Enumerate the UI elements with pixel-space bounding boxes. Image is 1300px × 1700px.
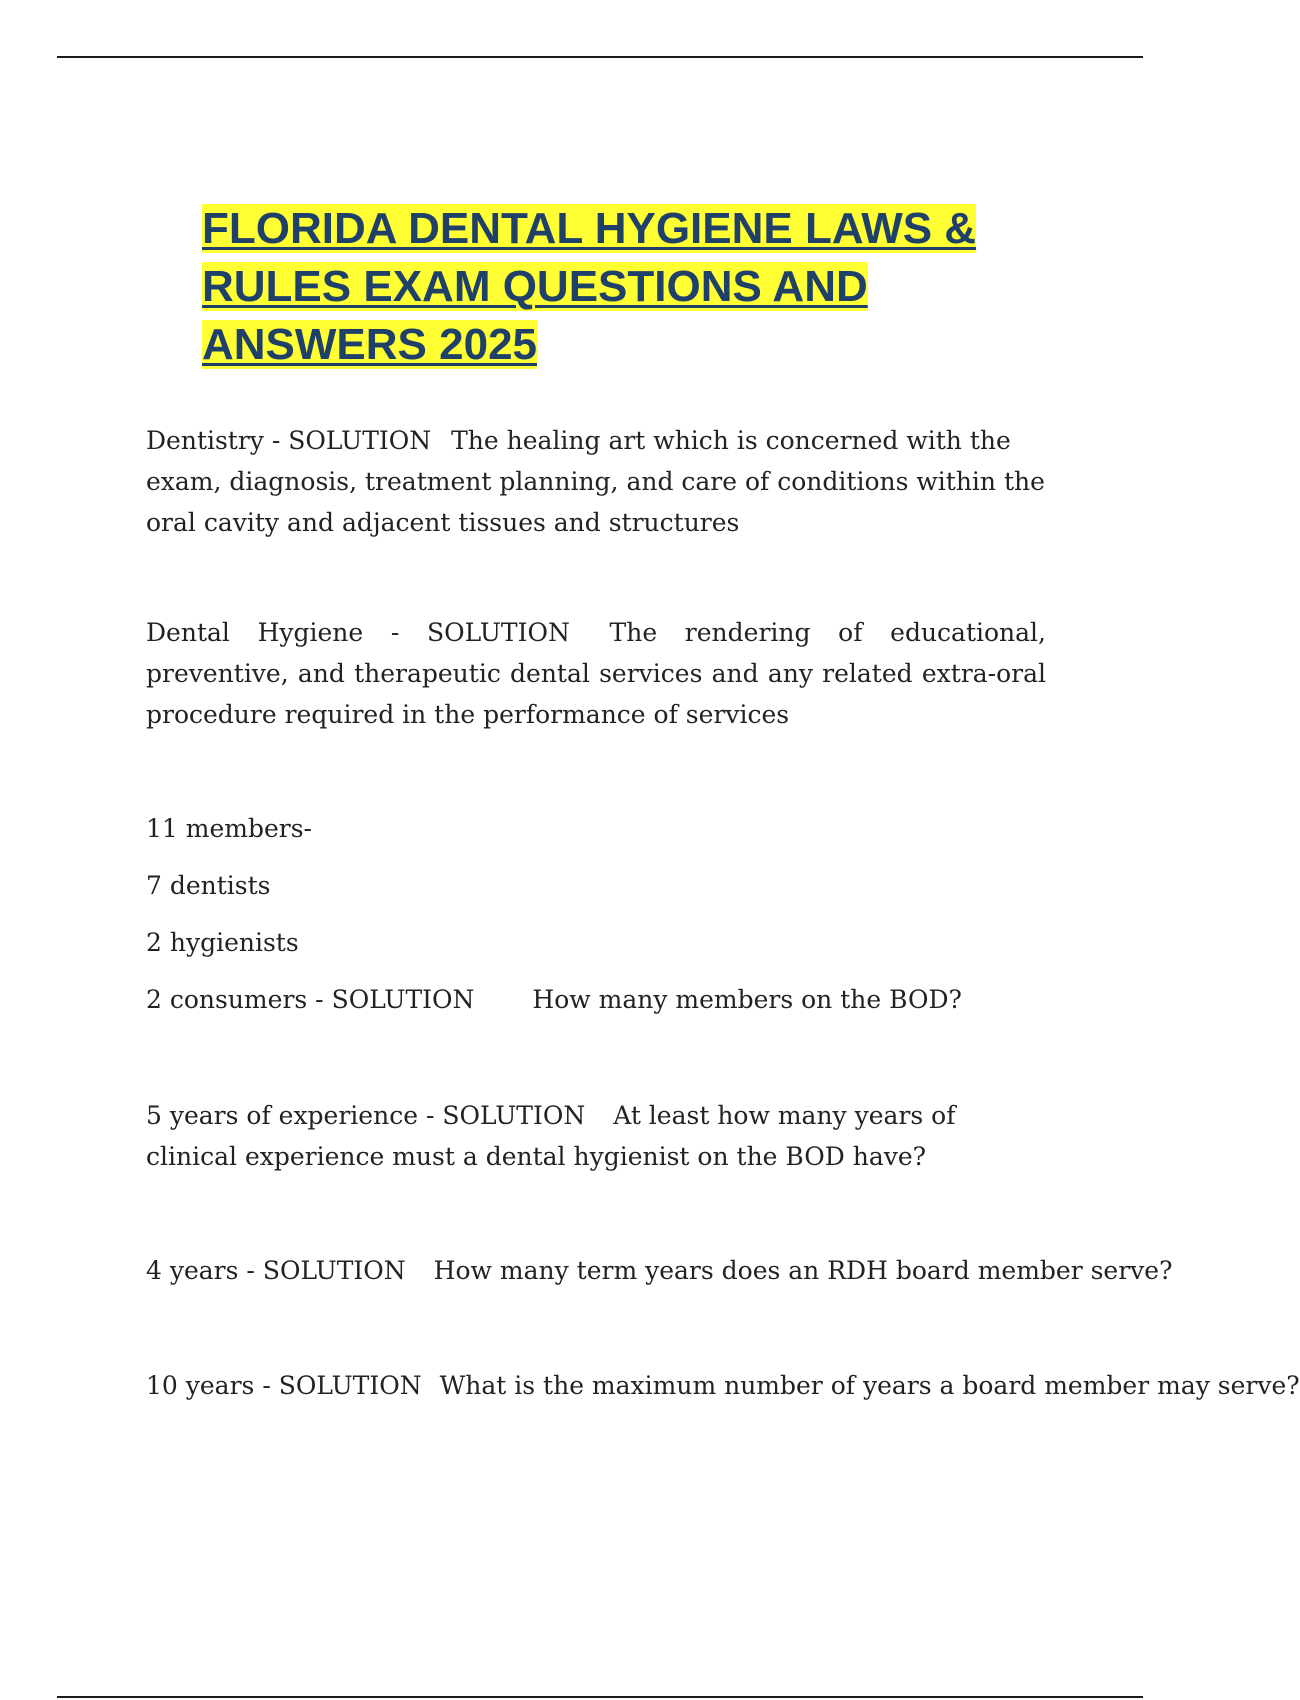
- qa-term: 10 years: [146, 1371, 255, 1400]
- board-line-1: 11 members-: [146, 814, 312, 843]
- qa-term: 5 years of experience: [146, 1101, 418, 1130]
- board-term: 2 consumers: [146, 985, 308, 1014]
- entry-answer: The rendering of educational, preventive, and therapeutic dental services and any related extra-oral procedure required in the performance of services: [146, 618, 1047, 729]
- document-title: [202, 200, 1102, 374]
- qa-question: How many term years does an RDH board member serve?: [433, 1256, 1173, 1285]
- entry-term: Dentistry: [146, 426, 264, 455]
- bottom-rule: [57, 1696, 1143, 1698]
- board-line-3: 2 hygienists: [146, 928, 299, 957]
- entry-dental-hygiene: [146, 612, 1046, 735]
- board-line-2: 7 dentists: [146, 871, 271, 900]
- qa-term: 4 years: [146, 1256, 239, 1285]
- qa-term-years: [146, 1250, 1173, 1291]
- entry-answer: The healing art which is concerned with the exam, diagnosis, treatment planning, and care of conditions within the oral cavity and adjacent tissues and structures: [146, 426, 1045, 537]
- qa-question: What is the maximum number of years a board member may serve?: [439, 1371, 1300, 1400]
- entry-dentistry: [146, 420, 1046, 543]
- title-line-3: ANSWERS 2025: [202, 320, 538, 369]
- qa-separator: - SOLUTION: [246, 1256, 406, 1285]
- qa-separator: - SOLUTION: [262, 1371, 422, 1400]
- title-line-2: RULES EXAM QUESTIONS AND: [202, 262, 868, 311]
- entry-term: Dental Hygiene: [146, 618, 364, 647]
- entry-separator: - SOLUTION: [271, 426, 432, 455]
- qa-question: At least how many years of clinical experience must a dental hygienist on the BOD have?: [146, 1101, 956, 1171]
- board-line-4: [146, 979, 962, 1020]
- top-rule: [57, 56, 1143, 58]
- title-line-1: FLORIDA DENTAL HYGIENE LAWS &: [202, 204, 977, 253]
- board-question: How many members on the BOD?: [532, 985, 962, 1014]
- board-separator: - SOLUTION: [315, 985, 475, 1014]
- qa-clinical-experience: [146, 1095, 1046, 1177]
- qa-maximum-years: [146, 1365, 1300, 1406]
- qa-separator: - SOLUTION: [425, 1101, 586, 1130]
- entry-separator: - SOLUTION: [390, 618, 570, 647]
